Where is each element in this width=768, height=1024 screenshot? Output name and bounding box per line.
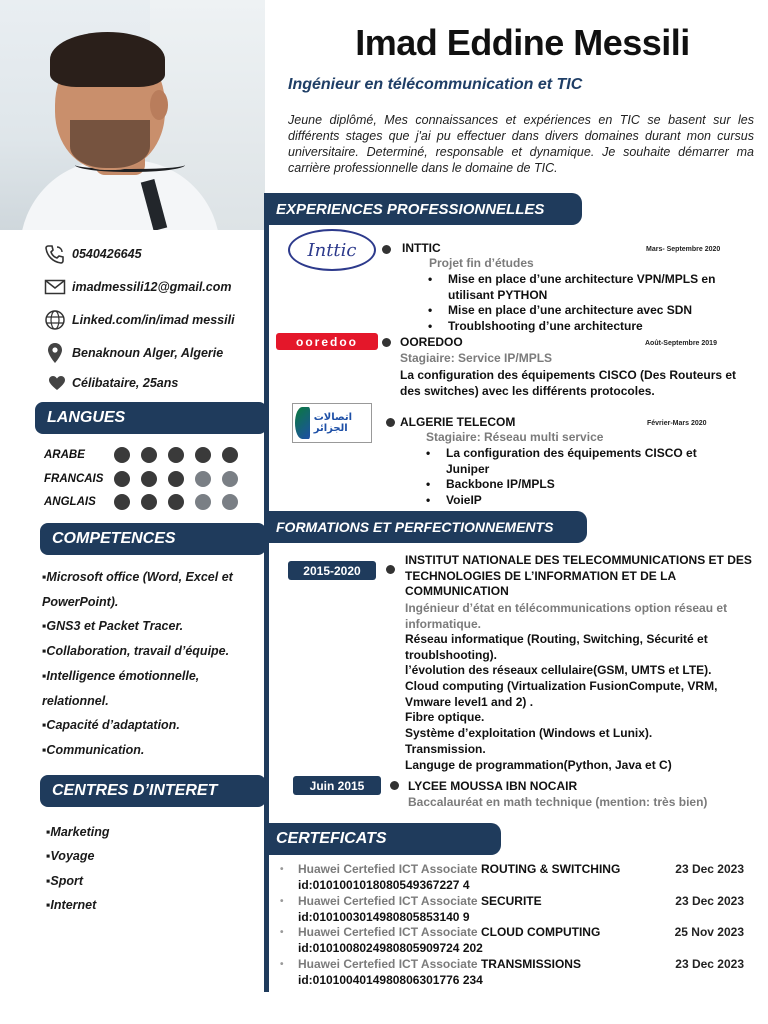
bullet-icon: •	[280, 927, 284, 938]
level-dot-filled	[195, 447, 211, 463]
certificate-prefix: Huawei Certefied ICT Associate	[298, 925, 478, 939]
contact-linkedin[interactable]	[44, 309, 235, 331]
level-dot-filled	[114, 447, 130, 463]
level-dot-filled	[141, 447, 157, 463]
bullet-icon: •	[280, 896, 284, 907]
certificates-header	[264, 823, 501, 855]
course-line: Système d’exploitation (Windows et Lunix).	[405, 726, 653, 740]
globe-icon	[44, 309, 66, 331]
language-level	[114, 447, 249, 463]
bullet-icon: •	[280, 864, 284, 875]
certificate-name: SECURITE	[480, 894, 542, 908]
contact-phone[interactable]	[44, 244, 142, 264]
experience-date: Août-Septembre 2019	[645, 340, 717, 347]
logo-text: ooredoo	[296, 334, 358, 349]
language-level	[114, 494, 249, 510]
skills-title: COMPETENCES	[52, 530, 176, 547]
interests-title: CENTRES D’INTERET	[52, 782, 218, 799]
experience-tasks	[426, 446, 716, 508]
certificate-date: 25 Nov 2023	[674, 925, 744, 939]
certificate-name: TRANSMISSIONS	[480, 957, 581, 971]
level-dot-filled	[114, 471, 130, 487]
certificate-prefix: Huawei Certefied ICT Associate	[298, 957, 478, 971]
certificate-name: ROUTING & SWITCHING	[480, 862, 621, 876]
level-dot-filled	[222, 447, 238, 463]
level-dot-filled	[168, 447, 184, 463]
education-title: FORMATIONS ET PERFECTIONNEMENTS	[276, 519, 554, 535]
email-address: imadmessili12@gmail.com	[72, 280, 232, 294]
language-name: ARABE	[44, 449, 85, 461]
skill-item: ▪Communication.	[42, 743, 145, 757]
languages-header	[35, 402, 267, 434]
certificate-title	[298, 925, 600, 941]
language-name: FRANCAIS	[44, 473, 104, 485]
heart-icon	[48, 375, 66, 391]
experience-role: Projet fin d’études	[429, 256, 534, 270]
timeline-dot	[386, 565, 395, 574]
vertical-divider	[264, 200, 269, 992]
certificate-id: id:0101001018080549367227 4	[298, 878, 470, 892]
location-pin-icon	[44, 342, 66, 364]
profile-photo	[0, 0, 265, 230]
skill-item: ▪Collaboration, travail d’équipe.	[42, 644, 230, 658]
contact-status	[48, 375, 178, 391]
language-row-arabic	[44, 447, 249, 463]
level-dot-filled	[168, 471, 184, 487]
language-name: ANGLAIS	[44, 496, 96, 508]
degree-text: Ingénieur d’état en télécommunications option réseau et informatique.	[405, 601, 728, 631]
skill-item: ▪Intelligence émotionnelle, relationnel.	[42, 669, 200, 708]
experience-role: Stagiaire: Service IP/MPLS	[400, 351, 553, 365]
address-text: Benaknoun Alger, Algerie	[72, 346, 224, 360]
certificate-date: 23 Dec 2023	[675, 862, 744, 876]
experience-header	[264, 193, 582, 225]
interests-header	[40, 775, 266, 807]
certificate-name: CLOUD COMPUTING	[480, 925, 601, 939]
skill-item: ▪Capacité d’adaptation.	[42, 718, 180, 732]
level-dot-empty	[195, 494, 211, 510]
inttic-logo	[288, 229, 376, 271]
degree-text: Baccalauréat en math technique (mention: très bien)	[408, 795, 708, 809]
skill-item: ▪Microsoft office (Word, Excel et PowerPoint).	[42, 570, 233, 609]
course-line: Réseau informatique (Routing, Switching, Sécurité et troublshooting).	[405, 632, 708, 662]
course-line: Cloud computing (Virtualization FusionCompute, VRM, Vmware level1 and 2) .	[405, 679, 718, 709]
experience-date: Février-Mars 2020	[647, 420, 707, 427]
experience-title: EXPERIENCES PROFESSIONNELLES	[276, 200, 545, 218]
certificate-id: id:0101003014980805853140 9	[298, 910, 470, 924]
skill-item: ▪GNS3 et Packet Tracer.	[42, 619, 184, 633]
interest-item: ▪Sport	[46, 874, 84, 888]
logo-text: اتصالات الجزائر	[313, 412, 353, 434]
linkedin-url: Linked.com/in/imad messili	[72, 313, 235, 327]
mail-icon	[44, 278, 66, 296]
skills-header	[40, 523, 266, 555]
certificate-title	[298, 894, 542, 910]
level-dot-filled	[141, 471, 157, 487]
bullet-icon: •	[280, 959, 284, 970]
timeline-dot	[386, 418, 395, 427]
experience-date: Mars- Septembre 2020	[646, 246, 721, 253]
task-item: • VoieIP	[426, 493, 716, 509]
education-date: Juin 2015	[293, 776, 381, 795]
experience-role: Stagiaire: Réseau multi service	[426, 430, 604, 444]
task-item: • Troublshooting d’une architecture	[428, 319, 728, 335]
level-dot-filled	[114, 494, 130, 510]
education-date: 2015-2020	[288, 561, 376, 580]
company-name: OOREDOO	[400, 335, 463, 349]
task-item: • La configuration des équipements CISCO et Juniper	[426, 446, 716, 477]
company-name: INTTIC	[402, 241, 441, 255]
timeline-dot	[390, 781, 399, 790]
language-level	[114, 471, 249, 487]
certificate-prefix: Huawei Certefied ICT Associate	[298, 862, 478, 876]
timeline-dot	[382, 338, 391, 347]
experience-description: La configuration des équipements CISCO (Des Routeurs et des switches) avec les différents protocoles.	[400, 368, 737, 398]
interest-item: ▪Voyage	[46, 849, 95, 863]
certificate-id: id:0101004014980806301776 234	[298, 973, 483, 987]
certificates-title: CERTEFICATS	[276, 830, 387, 847]
course-line: Fibre optique.	[405, 710, 485, 724]
contact-address	[44, 342, 223, 364]
interest-item: ▪Marketing	[46, 825, 110, 839]
course-line: Languge de programmation(Python, Java et C)	[405, 758, 672, 772]
phone-icon	[44, 244, 66, 264]
level-dot-empty	[222, 471, 238, 487]
languages-title: LANGUES	[47, 409, 126, 426]
status-text: Célibataire, 25ans	[72, 376, 179, 390]
course-line: Transmission.	[405, 742, 486, 756]
certificate-prefix: Huawei Certefied ICT Associate	[298, 894, 478, 908]
language-row-english	[44, 494, 249, 510]
candidate-name: Imad Eddine Messili	[355, 22, 690, 63]
phone-number: 0540426645	[72, 247, 142, 261]
school-name: INSTITUT NATIONALE DES TELECOMMUNICATIONS ET DES TECHNOLOGIES DE L’INFORMATION ET DE LA COMMUNICATION	[405, 553, 752, 598]
level-dot-filled	[141, 494, 157, 510]
algerie-telecom-logo	[292, 403, 372, 443]
certificate-date: 23 Dec 2023	[675, 957, 744, 971]
education-header	[264, 511, 587, 543]
profile-summary: Jeune diplômé, Mes connaissances et expériences en TIC se basent sur les différents stages que j'ai pu effectuer dans divers domaines durant mon cursus universitaire. Determiné, responsable et dynamique. Je souhaite démarrer ma carrière professionnelle dans le domaine de TIC.	[288, 113, 754, 175]
certificate-id: id:0101008024980805909724 202	[298, 941, 483, 955]
certificate-date: 23 Dec 2023	[675, 894, 744, 908]
course-line: l’évolution des réseaux cellulaire(GSM, UMTS et LTE).	[405, 663, 712, 677]
experience-tasks	[428, 272, 728, 334]
ooredoo-logo	[276, 333, 378, 350]
level-dot-filled	[168, 494, 184, 510]
task-item: • Backbone IP/MPLS	[426, 477, 716, 493]
timeline-dot	[382, 245, 391, 254]
certificate-title	[298, 957, 581, 973]
task-item: • Mise en place d’une architecture VPN/MPLS en utilisant PYTHON	[428, 272, 728, 303]
language-row-french	[44, 471, 249, 487]
contact-email[interactable]	[44, 278, 231, 296]
certificate-title	[298, 862, 620, 878]
job-title: Ingénieur en télécommunication et TIC	[288, 76, 583, 93]
level-dot-empty	[195, 471, 211, 487]
company-name: ALGERIE TELECOM	[400, 415, 516, 429]
logo-text: Inttic	[307, 239, 357, 261]
task-item: • Mise en place d’une architecture avec SDN	[428, 303, 728, 319]
school-name: LYCEE MOUSSA IBN NOCAIR	[408, 779, 578, 793]
telecom-mark	[295, 407, 310, 439]
interest-item: ▪Internet	[46, 898, 97, 912]
level-dot-empty	[222, 494, 238, 510]
